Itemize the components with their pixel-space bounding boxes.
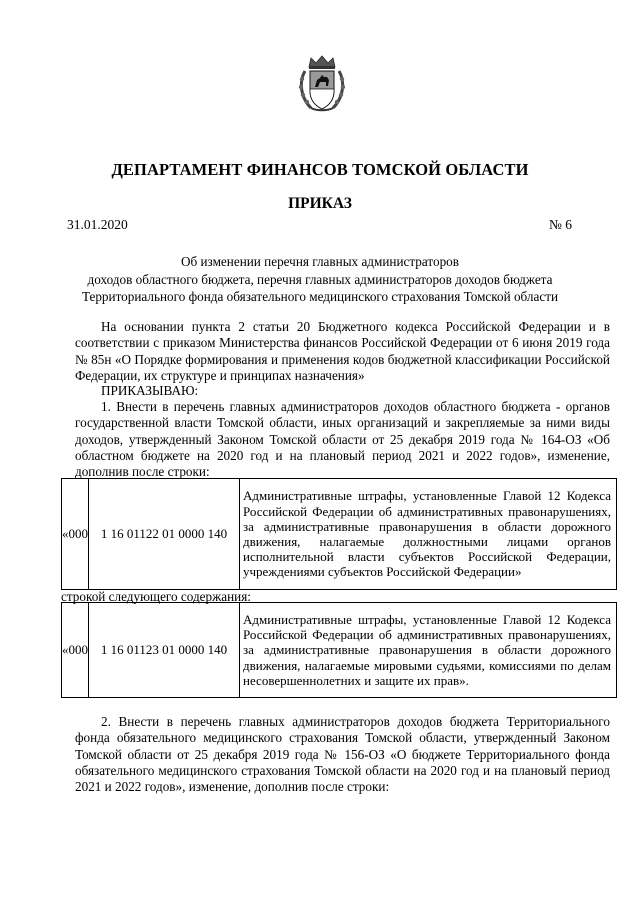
subject-line-2: доходов областного бюджета, перечня главных администраторов доходов бюджета <box>87 271 553 287</box>
between-text: строкой следующего содержания: <box>61 589 251 604</box>
department-name: ДЕПАРТАМЕНТ ФИНАНСОВ ТОМСКОЙ ОБЛАСТИ <box>111 160 529 179</box>
document-subject <box>0 253 640 306</box>
document-number: № 6 <box>548 217 572 232</box>
document-date: 31.01.2020 <box>67 217 128 232</box>
kbk-cell: 1 16 01123 01 0000 140 <box>89 603 240 698</box>
document-type: ПРИКАЗ <box>288 195 352 212</box>
item-2-text: 2. Внести в перечень главных администраторов доходов бюджета Территориального фонда обязательного медицинского страхования Томской области, утвержденный Законом Томской области от 25 декабря 2019 года № 156-ОЗ «О бюджете Территориального фонда обязательного медицинского страхования Томской области на 2020 год и на плановый период 2021 и 2022 годов», изменение, дополнив после строки: <box>75 714 610 795</box>
subject-line-1: Об изменении перечня главных администраторов <box>180 254 460 269</box>
description-cell: Административные штрафы, установленные Главой 12 Кодекса Российской Федерации об административных правонарушениях, за административные правонарушения в области дорожного движения, налагаемые должностными лицами органов исполнительной власти субъектов Российской Федерации, учреждениями субъектов Российской Федерации» <box>240 479 617 590</box>
table-new-row <box>61 602 617 698</box>
order-word: ПРИКАЗЫВАЮ: <box>101 383 199 398</box>
kbk-cell: 1 16 01122 01 0000 140 <box>89 479 240 590</box>
order-word-paragraph <box>75 383 610 399</box>
item-2-paragraph <box>75 714 610 795</box>
table-row <box>62 603 617 698</box>
table-row <box>62 479 617 590</box>
description-cell: Административные штрафы, установленные Главой 12 Кодекса Российской Федерации об административных правонарушениях, за административные правонарушения в области дорожного движения, налагаемые мировыми судьями, комиссиями по делам несовершеннолетних и защите их прав». <box>240 603 617 698</box>
intro-text: На основании пункта 2 статьи 20 Бюджетного кодекса Российской Федерации и в соответствии с приказом Министерства финансов Российской Федерации от 6 июня 2019 года № 85н «О Порядке формирования и применения кодов бюджетной классификации Российской Федерации, их структуре и принципах назначения» <box>75 319 610 383</box>
item-1-text: 1. Внести в перечень главных администраторов доходов областного бюджета - органов государственной власти Томской области, иных организаций и закрепляемые за ними виды доходов, утвержденный Законом Томской области от 25 декабря 2019 года № 164-ОЗ «Об областном бюджете на 2020 год и на плановый период 2021 и 2022 годов», изменение, дополнив после строки: <box>75 399 610 480</box>
coat-of-arms-icon <box>297 53 347 113</box>
item-1-paragraph <box>75 399 610 480</box>
table-existing-row <box>61 478 617 590</box>
intro-paragraph <box>75 319 610 384</box>
admin-code-cell: «000 <box>62 479 89 590</box>
subject-line-3: Территориального фонда обязательного медицинского страхования Томской области <box>81 289 559 304</box>
admin-code-cell: «000 <box>62 603 89 698</box>
